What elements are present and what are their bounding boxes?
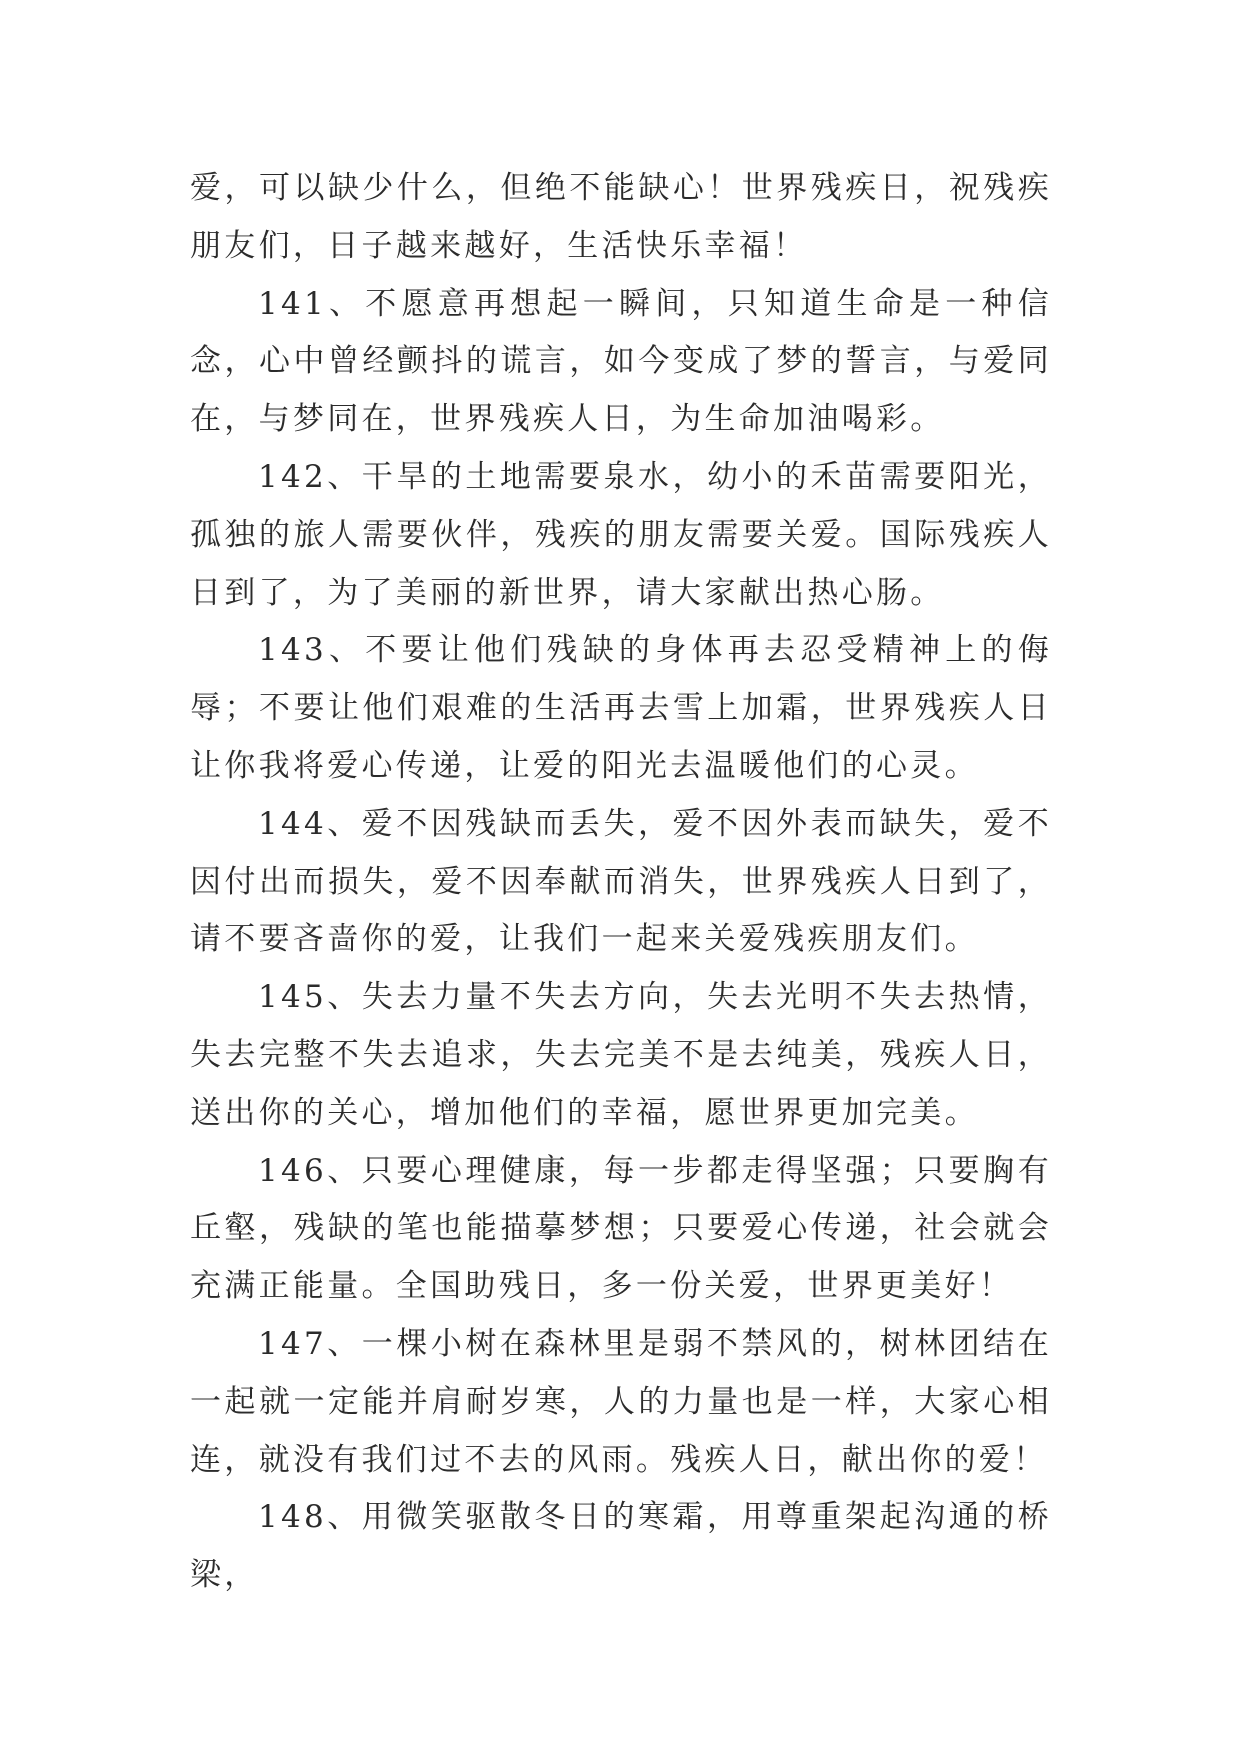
paragraph-141: 141、不愿意再想起一瞬间，只知道生命是一种信念，心中曾经颤抖的谎言，如今变成了梦的誓言，与爱同在，与梦同在，世界残疾人日，为生命加油喝彩。 [190,285,1052,438]
paragraph-143: 143、不要让他们残缺的身体再去忍受精神上的侮辱；不要让他们艰难的生活再去雪上加霜，世界残疾人日让你我将爱心传递，让爱的阳光去温暖他们的心灵。 [190,632,1052,784]
paragraph-144: 144、爱不因残缺而丢失，爱不因外表而缺失，爱不因付出而损失，爱不因奉献而消失，世界残疾人日到了，请不要吝啬你的爱，让我们一起来关爱残疾朋友们。 [190,805,1052,958]
paragraph-continuation: 爱，可以缺少什么，但绝不能缺心！世界残疾日，祝残疾朋友们，日子越来越好，生活快乐幸福！ [190,170,1052,264]
paragraph-148: 148、用微笑驱散冬日的寒霜，用尊重架起沟通的桥梁， [190,1499,1052,1594]
document-body [190,160,1052,1605]
paragraph-142: 142、干旱的土地需要泉水，幼小的禾苗需要阳光，孤独的旅人需要伙伴，残疾的朋友需要关爱。国际残疾人日到了，为了美丽的新世界，请大家献出热心肠。 [190,458,1052,611]
paragraph-145: 145、失去力量不失去方向，失去光明不失去热情，失去完整不失去追求，失去完美不是去纯美，残疾人日，送出你的关心，增加他们的幸福，愿世界更加完美。 [190,979,1052,1131]
paragraph-147: 147、一棵小树在森林里是弱不禁风的，树林团结在一起就一定能并肩耐岁寒，人的力量也是一样，大家心相连，就没有我们过不去的风雨。残疾人日，献出你的爱！ [190,1325,1052,1478]
paragraph-146: 146、只要心理健康，每一步都走得坚强；只要胸有丘壑，残缺的笔也能描摹梦想；只要爱心传递，社会就会充满正能量。全国助残日，多一份关爱，世界更美好！ [190,1152,1052,1305]
